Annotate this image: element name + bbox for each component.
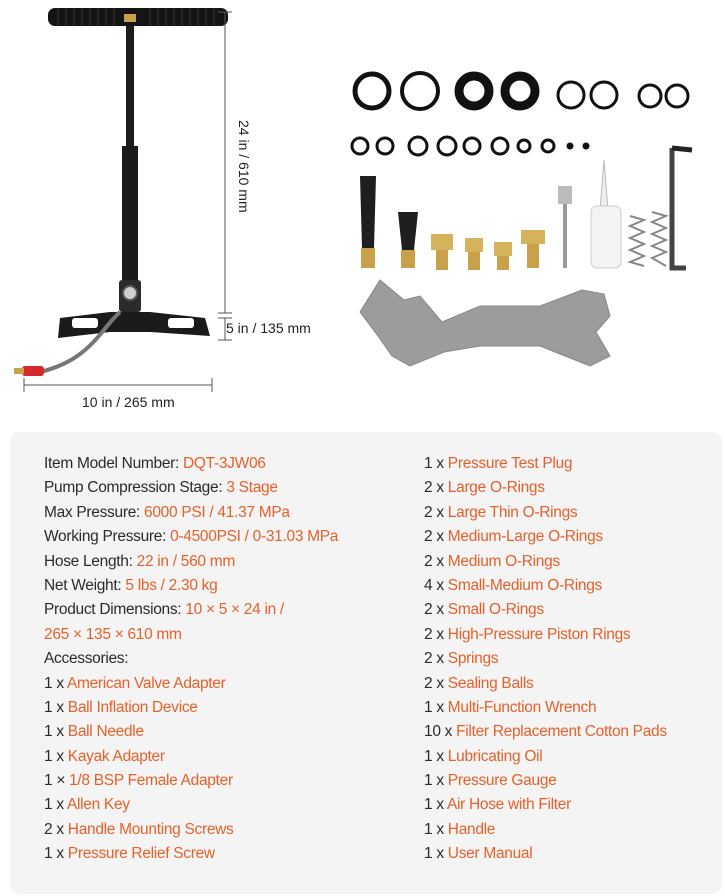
spec-column-left (44, 452, 424, 867)
accessory-item: 10 x Filter Replacement Cotton Pads (424, 723, 667, 741)
pump-icon (14, 8, 228, 376)
accessory-item: 1 x User Manual (424, 845, 533, 863)
accessory-item: 2 x Sealing Balls (424, 674, 534, 692)
spec-panel (10, 432, 722, 894)
spec-column-right (424, 452, 724, 867)
accessory-item: 2 x Medium-Large O-Rings (424, 528, 603, 546)
accessory-item: 2 x Large O-Rings (424, 479, 545, 497)
spec-line: Net Weight: 5 lbs / 2.30 kg (44, 576, 218, 594)
springs-icon (630, 212, 666, 266)
oil-bottle-icon (591, 160, 621, 268)
accessory-item: 1 x Kayak Adapter (44, 747, 165, 765)
accessory-item: 4 x Small-Medium O-Rings (424, 576, 602, 594)
accessory-item: 2 x Handle Mounting Screws (44, 820, 234, 838)
spec-line: Working Pressure: 0-4500PSI / 0-31.03 MPa (44, 528, 339, 546)
accessory-item: 2 x Small O-Rings (424, 601, 544, 619)
accessory-item: 1 x Ball Needle (44, 723, 144, 741)
spec-line: 265 × 135 × 610 mm (44, 625, 182, 643)
accessory-item: 1 x American Valve Adapter (44, 674, 226, 692)
allen-key-icon (672, 148, 686, 268)
accessory-item: 2 x Springs (424, 650, 499, 668)
adapters-icon (360, 176, 572, 270)
accessories-heading: Accessories: (44, 650, 129, 668)
base-dimension-label: 5 in / 135 mm (226, 320, 311, 336)
accessory-item: 1 x Ball Inflation Device (44, 698, 198, 716)
product-image-area (0, 0, 725, 430)
accessory-item: 1 x Lubricating Oil (424, 747, 543, 765)
accessory-item: 2 x Medium O-Rings (424, 552, 560, 570)
accessory-item: 1 x Handle (424, 820, 496, 838)
accessory-item: 1 × 1/8 BSP Female Adapter (44, 772, 233, 790)
height-dimension-label: 24 in / 610 mm (236, 120, 252, 213)
product-illustration (0, 0, 725, 430)
spec-line: Product Dimensions: 10 × 5 × 24 in / (44, 601, 284, 619)
spec-line: Item Model Number: DQT-3JW06 (44, 455, 266, 472)
wrench-icon (360, 280, 610, 366)
accessory-item: 2 x Large Thin O-Rings (424, 503, 578, 521)
accessory-item: 1 x Pressure Gauge (424, 772, 557, 790)
accessory-item: 1 x Allen Key (44, 796, 130, 814)
accessory-item: 1 x Pressure Relief Screw (44, 845, 215, 863)
accessory-item: 2 x High-Pressure Piston Rings (424, 625, 631, 643)
o-rings-icon (355, 73, 688, 109)
spec-line: Max Pressure: 6000 PSI / 41.37 MPa (44, 503, 290, 521)
spec-line: Hose Length: 22 in / 560 mm (44, 552, 235, 570)
width-dimension-label: 10 in / 265 mm (82, 394, 175, 410)
accessory-item: 1 x Multi-Function Wrench (424, 698, 597, 716)
accessory-item: 1 x Pressure Test Plug (424, 455, 573, 472)
spec-line: Pump Compression Stage: 3 Stage (44, 479, 278, 497)
accessory-item: 1 x Air Hose with Filter (424, 796, 571, 814)
